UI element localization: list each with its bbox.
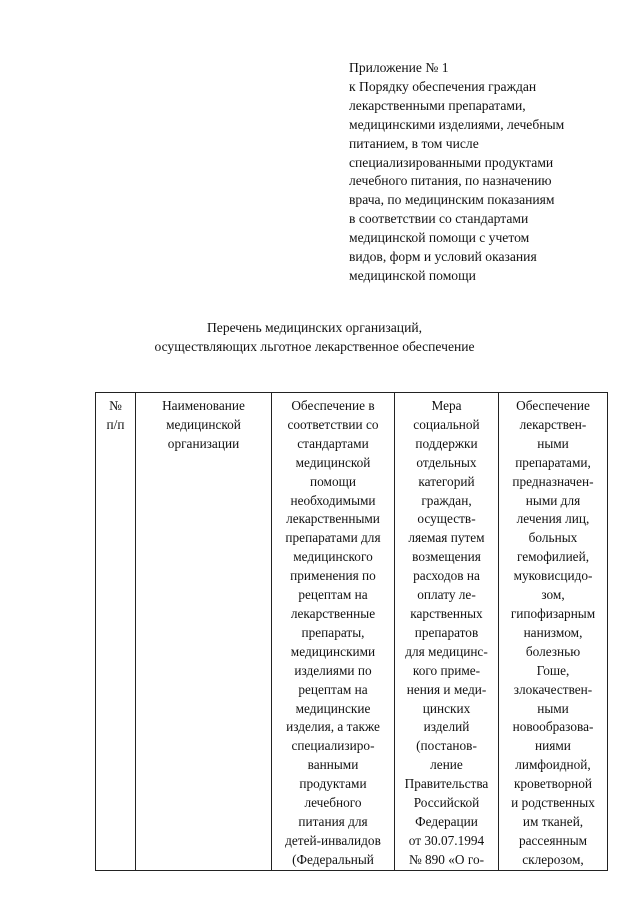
- col-social-support-header: [395, 393, 499, 871]
- text-line: лечения лиц,: [516, 511, 590, 527]
- text-line: Мера: [431, 398, 462, 413]
- text-line: специализированными продуктами: [349, 154, 554, 170]
- text-line: лечебного питания, по назначению: [349, 173, 552, 189]
- text-line: питания для: [298, 813, 368, 829]
- text-line: ванными: [307, 757, 359, 773]
- text-line: препаратами,: [515, 454, 591, 470]
- text-line: возмещения: [412, 549, 481, 565]
- text-line: медицинскими изделиями, лечебным: [349, 116, 565, 132]
- text-line: нения и меди-: [406, 681, 487, 697]
- text-line: медицинскими: [290, 643, 376, 659]
- table-header-row: [96, 393, 608, 871]
- text-line: гемофилией,: [516, 549, 590, 565]
- col-number-header: [96, 393, 136, 871]
- text-line: применения по: [290, 568, 376, 584]
- text-line: Перечень медицинских организаций,: [206, 320, 423, 335]
- text-line: кого приме-: [412, 662, 481, 678]
- text-line: медицинского: [293, 549, 373, 565]
- text-line: ными: [537, 700, 569, 716]
- text-line: от 30.07.1994: [408, 832, 485, 848]
- appendix-heading: [349, 59, 619, 286]
- text-line: препараты,: [301, 624, 365, 640]
- text-line: лекарственными препаратами,: [349, 97, 526, 113]
- organizations-table: [95, 392, 608, 871]
- text-line: в соответствии со стандартами: [349, 211, 529, 227]
- text-line: лекарственными: [286, 511, 380, 527]
- text-line: п/п: [106, 416, 125, 432]
- text-line: кроветворной: [513, 776, 593, 792]
- text-line: медицинской помощи с учетом: [349, 230, 530, 246]
- text-line: медицинские: [295, 700, 371, 716]
- text-line: Гоше,: [536, 662, 570, 678]
- text-line: соответствии со: [287, 416, 379, 432]
- text-line: ными для: [525, 492, 581, 508]
- text-line: нанизмом,: [523, 624, 583, 640]
- text-line: ление: [430, 757, 463, 773]
- text-line: препаратов: [414, 624, 479, 640]
- text-line: социальной: [413, 416, 480, 432]
- text-line: необходимыми: [290, 492, 376, 508]
- text-line: Правительства: [404, 776, 489, 792]
- col-standards-supply-header: [272, 393, 395, 871]
- text-line: ными: [537, 435, 569, 451]
- text-line: Российской: [413, 795, 480, 811]
- text-line: №: [109, 398, 122, 413]
- text-line: осуществ-: [417, 511, 476, 527]
- text-line: к Порядку обеспечения граждан: [349, 78, 537, 94]
- text-line: (Федеральный: [292, 851, 374, 867]
- text-line: болезнью: [525, 643, 581, 659]
- text-line: Обеспечение в: [291, 398, 375, 413]
- text-line: злокачествен-: [513, 681, 593, 697]
- text-line: отдельных: [416, 454, 477, 470]
- text-line: больных: [528, 530, 578, 546]
- text-line: лекарственные: [290, 605, 376, 621]
- text-line: стандартами: [297, 435, 369, 451]
- text-line: гипофизарным: [510, 605, 596, 621]
- text-line: для медицинс-: [405, 643, 488, 659]
- text-line: Федерации: [415, 813, 478, 829]
- text-line: муковисцидо-: [513, 568, 593, 584]
- text-line: медицинской: [295, 454, 371, 470]
- text-line: видов, форм и условий оказания: [349, 249, 537, 265]
- text-line: питанием, в том числе: [349, 135, 479, 151]
- text-line: склерозом,: [522, 851, 584, 867]
- text-line: цинских: [422, 700, 471, 716]
- col-org-name-header: [136, 393, 272, 871]
- text-line: (постанов-: [416, 738, 477, 754]
- text-line: рецептам на: [298, 587, 368, 603]
- text-line: медицинской помощи: [349, 267, 476, 283]
- text-line: лекарствен-: [519, 416, 587, 432]
- text-line: медицинской: [166, 416, 241, 432]
- text-line: детей-инвалидов: [285, 832, 381, 848]
- text-line: лимфоидной,: [515, 757, 591, 773]
- text-line: врача, по медицинским показаниям: [349, 192, 555, 208]
- text-line: изделий: [423, 719, 470, 735]
- text-line: изделиями по: [294, 662, 372, 678]
- text-line: лечебного: [304, 795, 362, 811]
- text-line: изделия, а также: [286, 719, 380, 735]
- col-special-diseases-header: [499, 393, 608, 871]
- text-line: помощи: [310, 473, 356, 489]
- text-line: оплату ле-: [417, 587, 476, 603]
- text-line: карственных: [410, 605, 483, 621]
- text-line: препаратами для: [285, 530, 381, 546]
- text-line: продуктами: [299, 776, 367, 792]
- text-line: предназначен-: [512, 473, 594, 489]
- text-line: Приложение № 1: [349, 60, 449, 75]
- text-line: поддержки: [415, 435, 478, 451]
- text-line: организации: [167, 435, 240, 451]
- text-line: рецептам на: [298, 681, 368, 697]
- text-line: им тканей,: [522, 813, 584, 829]
- document-title: [0, 318, 629, 356]
- text-line: ниями: [535, 738, 571, 754]
- text-line: граждан,: [421, 492, 472, 508]
- text-line: специализиро-: [291, 738, 375, 754]
- text-line: категорий: [418, 473, 475, 489]
- text-line: расходов на: [413, 568, 480, 584]
- text-line: и родственных: [511, 795, 595, 811]
- text-line: зом,: [541, 587, 565, 603]
- text-line: новообразова-: [512, 719, 594, 735]
- text-line: ляемая путем: [408, 530, 485, 546]
- text-line: Обеспечение: [516, 398, 590, 413]
- text-line: рассеянным: [518, 832, 588, 848]
- text-line: Наименование: [162, 398, 245, 413]
- text-line: осуществляющих льготное лекарственное обеспечение: [154, 339, 475, 354]
- text-line: № 890 «О го-: [408, 851, 485, 867]
